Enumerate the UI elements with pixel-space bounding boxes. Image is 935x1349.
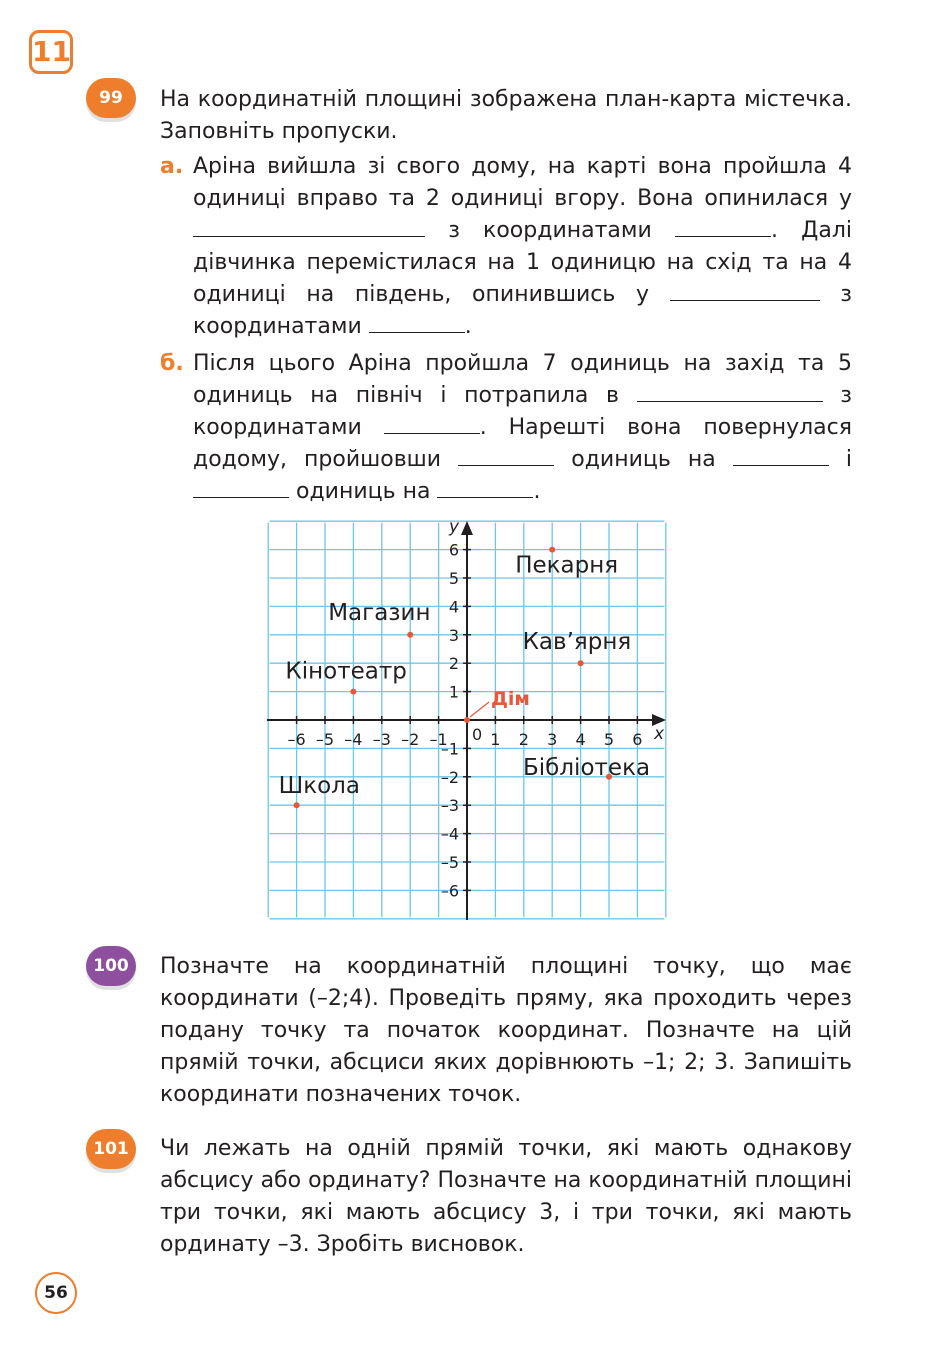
page-number: 56 xyxy=(35,1272,77,1314)
map-point xyxy=(464,717,470,723)
task-badge-100: 100 xyxy=(86,946,136,986)
y-tick-label: –4 xyxy=(440,824,459,844)
x-tick-label: –5 xyxy=(315,730,335,749)
answer-blank[interactable] xyxy=(384,413,480,434)
subtask-b-text-4: одиниць на xyxy=(571,447,716,472)
task-badge-99: 99 xyxy=(86,78,136,118)
x-tick-label: –1 xyxy=(429,730,448,749)
subtask-a-text-5: . xyxy=(464,314,472,339)
map-points xyxy=(279,547,650,809)
x-tick-label: 6 xyxy=(632,730,643,749)
map-point-label: Бібліотека xyxy=(523,754,651,781)
x-tick-label: 5 xyxy=(603,730,615,749)
y-tick-label: –5 xyxy=(440,853,459,872)
y-tick-label: 1 xyxy=(448,682,459,702)
answer-blank[interactable] xyxy=(193,216,425,237)
task-99-text: На координатній площині зображена план-карта містечка. Заповніть пропуски. xyxy=(160,87,852,144)
x-tick-label: 2 xyxy=(518,730,529,749)
y-tick-label: –6 xyxy=(440,881,459,901)
x-tick-label: –2 xyxy=(401,730,420,749)
x-tick-label: –3 xyxy=(372,730,391,749)
subtask-a-letter: а. xyxy=(160,154,184,179)
origin-label: 0 xyxy=(472,725,483,744)
subtask-a-text-2: з координатами xyxy=(448,218,652,243)
coordinate-plane xyxy=(262,515,674,925)
subtask-b-text-1: Після цього Аріна пройшла 7 одиниць на захід та 5 одиниць на північ і потрапила в xyxy=(193,351,852,408)
y-tick-label: –3 xyxy=(440,796,459,816)
subtask-a-text-1: Аріна вийшла зі свого дому, на карті вона пройшла 4 одиниці вправо та 2 одиниці вгору. Вона опинилася у xyxy=(193,154,852,211)
subtask-b-text-6: одиниць на xyxy=(296,479,431,504)
task-101-text: Чи лежать на одній прямій точки, які мають однакову абсцису або ординату? Позначте на координатній площині три точки, які мають абсцису 3, і три точки, які мають ординату –3. Зробіть висновок. xyxy=(160,1136,852,1257)
y-tick-label: 3 xyxy=(448,625,459,645)
answer-blank[interactable] xyxy=(369,312,465,333)
x-tick-label: 4 xyxy=(575,730,586,749)
map-point-label: Дім xyxy=(491,688,530,710)
subtask-b-text-3: . Нарешті вона повернулася додому, пройшовши xyxy=(193,415,852,472)
answer-blank[interactable] xyxy=(675,216,771,237)
x-tick-label: –4 xyxy=(344,730,363,749)
home-leader-line xyxy=(470,702,489,717)
subtask-b-text-2: з координатами xyxy=(193,383,852,440)
subtask-b xyxy=(160,348,852,508)
task-badge-101: 101 xyxy=(86,1129,136,1169)
task-100-text: Позначте на координатній площині точку, що має координати (–2;4). Проведіть пряму, яка проходить через подану точку та початок координат. Позначте на цій прямій точки, абсциси яких дорівнюють –1; 2; 3. Запишіть координати позначених точок. xyxy=(160,954,852,1107)
x-tick-label: 3 xyxy=(547,730,558,749)
map-point xyxy=(407,632,413,638)
subtask-a xyxy=(160,151,852,343)
y-axis-arrow xyxy=(461,521,473,535)
y-axis-label: y xyxy=(449,517,460,537)
x-tick-label: –6 xyxy=(287,730,306,749)
map-point-label: Кінотеатр xyxy=(285,658,407,685)
answer-blank[interactable] xyxy=(437,477,533,498)
map-point xyxy=(294,802,300,808)
answer-blank[interactable] xyxy=(458,445,554,466)
y-tick-label: –1 xyxy=(440,739,459,759)
x-tick-label: 1 xyxy=(490,730,501,749)
answer-blank[interactable] xyxy=(193,477,289,498)
map-point-label: Кав’ярня xyxy=(522,629,632,656)
x-axis-label: x xyxy=(654,724,665,744)
answer-blank[interactable] xyxy=(733,445,829,466)
subtask-b-letter: б. xyxy=(160,351,184,376)
map-point xyxy=(350,689,356,695)
subtask-b-text-5: і xyxy=(845,447,852,472)
subtask-b-text-7: . xyxy=(533,479,541,504)
subtask-a-text-4: з координатами xyxy=(193,282,852,339)
y-tick-label: 4 xyxy=(448,597,459,617)
answer-blank[interactable] xyxy=(670,280,820,301)
chapter-number: 11 xyxy=(29,30,73,74)
map-point-label: Пекарня xyxy=(515,552,619,579)
answer-blank[interactable] xyxy=(637,381,823,402)
subtask-a-text-3: . Далі дівчинка перемістилася на 1 одиницю на схід та на 4 одиниці на південь, опинившись у xyxy=(193,218,852,307)
y-tick-label: 2 xyxy=(448,654,459,674)
map-point-label: Магазин xyxy=(328,599,431,626)
y-tick-label: 6 xyxy=(448,540,459,560)
y-tick-label: –2 xyxy=(440,767,459,787)
y-tick-label: 5 xyxy=(448,569,459,588)
map-point-label: Школа xyxy=(278,773,360,800)
map-point xyxy=(578,660,584,666)
